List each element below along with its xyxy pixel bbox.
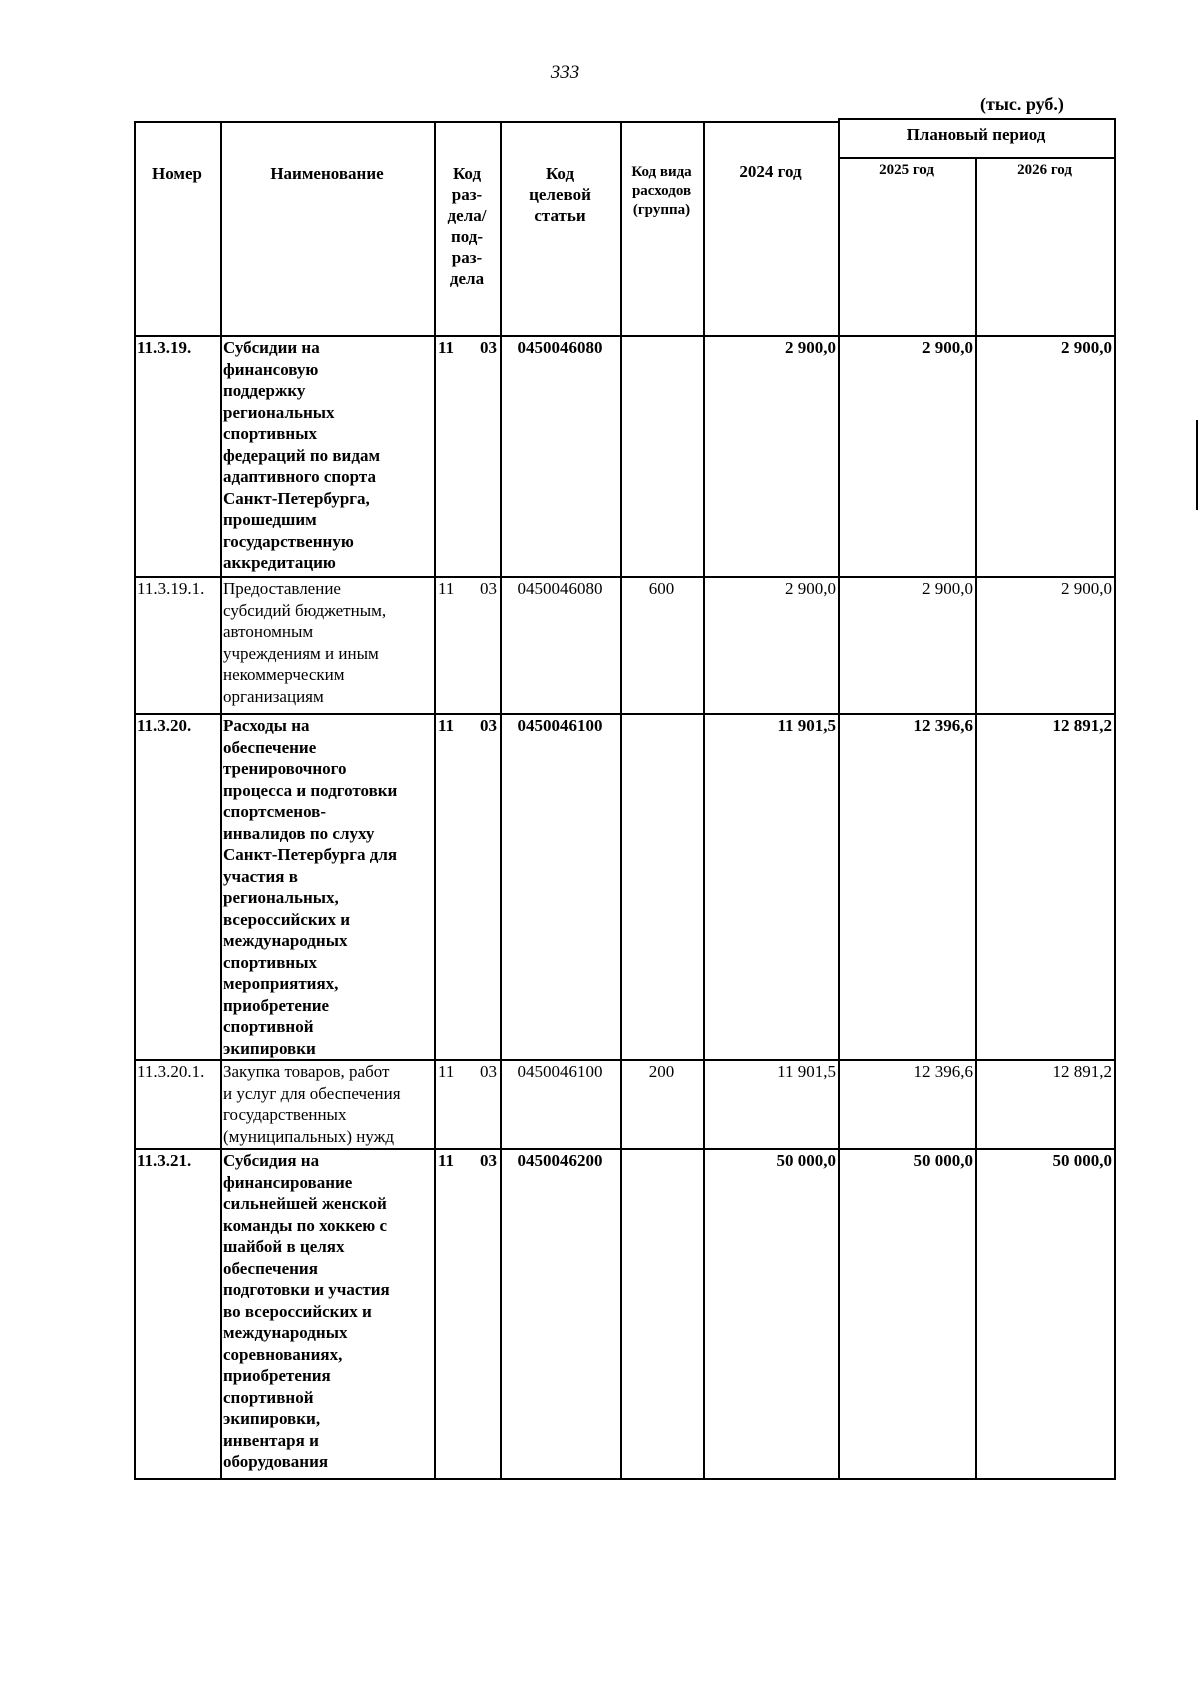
row-podrazdel: 03 bbox=[480, 1062, 497, 1081]
row-year-2024: 2 900,0 bbox=[785, 338, 836, 357]
row-naimenovanie-line: финансирование bbox=[223, 1172, 353, 1192]
row-kod-tselevoy: 0450046100 bbox=[517, 716, 603, 735]
row-year-2026: 2 900,0 bbox=[1061, 579, 1112, 598]
row-naimenovanie-line: Санкт-Петербурга для bbox=[223, 845, 398, 864]
row-kod-tselevoy: 0450046080 bbox=[517, 579, 603, 598]
header-year-2025: 2025 год bbox=[879, 162, 934, 178]
row-naimenovanie-line: некоммерческим bbox=[223, 665, 345, 684]
row-naimenovanie-line: региональных, bbox=[223, 888, 339, 907]
row-naimenovanie-line: тренировочного bbox=[223, 759, 347, 778]
units-label: (тыс. руб.) bbox=[980, 94, 1064, 114]
row-naimenovanie-line: и услуг для обеспечения bbox=[223, 1083, 401, 1103]
row-naimenovanie-line: аккредитацию bbox=[223, 553, 336, 572]
row-naimenovanie bbox=[220, 335, 434, 576]
row-year-2026: 50 000,0 bbox=[1052, 1151, 1112, 1170]
row-naimenovanie-line: подготовки и участия bbox=[223, 1280, 390, 1299]
row-naimenovanie-line: экипировки, bbox=[223, 1409, 321, 1428]
row-razdel: 11 bbox=[438, 1151, 455, 1170]
row-naimenovanie-line: финансовую bbox=[223, 359, 319, 379]
row-naimenovanie-line: прошедшим bbox=[223, 510, 317, 529]
row-naimenovanie-line: федераций по видам bbox=[223, 445, 381, 465]
row-year-2025: 2 900,0 bbox=[922, 338, 973, 357]
header-kod-vida-line: (группа) bbox=[632, 202, 691, 218]
table-vline bbox=[134, 121, 136, 1478]
row-naimenovanie-line: международных bbox=[223, 931, 348, 950]
table-hline bbox=[134, 1148, 1116, 1150]
row-naimenovanie-line: во всероссийских и bbox=[223, 1301, 372, 1321]
table-hline bbox=[134, 121, 838, 123]
row-naimenovanie-line: Расходы на bbox=[223, 716, 310, 735]
row-naimenovanie-line: шайбой в целях bbox=[223, 1237, 345, 1256]
page-number: 333 bbox=[550, 62, 580, 83]
row-year-2025: 12 396,6 bbox=[913, 1062, 973, 1081]
row-naimenovanie-line: команды по хоккею с bbox=[223, 1215, 388, 1235]
row-kod-vida bbox=[620, 713, 703, 1059]
table-vline bbox=[220, 121, 222, 1478]
row-kod-tselevoy: 0450046080 bbox=[517, 338, 603, 357]
row-kod-vida: 200 bbox=[648, 1062, 675, 1081]
row-kod-vida bbox=[620, 1148, 703, 1478]
row-naimenovanie-line: инвалидов по слуху bbox=[223, 823, 375, 843]
row-podrazdel: 03 bbox=[480, 1151, 497, 1170]
table-hline bbox=[134, 713, 1116, 715]
row-kod-razdela bbox=[434, 713, 500, 1059]
header-kod-tselevoy-line: Код bbox=[545, 164, 575, 183]
scan-artifact bbox=[1196, 420, 1198, 510]
row-naimenovanie-line: Субсидии на bbox=[223, 338, 320, 357]
row-naimenovanie-line: всероссийских и bbox=[223, 909, 351, 929]
header-planovy-period: Плановый период bbox=[906, 125, 1046, 144]
row-podrazdel: 03 bbox=[480, 716, 497, 735]
row-naimenovanie-line: экипировки bbox=[223, 1038, 316, 1058]
row-naimenovanie-line: спортивной bbox=[223, 1387, 314, 1407]
row-naimenovanie-line: международных bbox=[223, 1323, 348, 1342]
row-naimenovanie-line: Санкт-Петербурга, bbox=[223, 488, 370, 508]
row-year-2024: 11 901,5 bbox=[777, 1062, 836, 1081]
header-nomer: Номер bbox=[152, 164, 202, 183]
table-vline bbox=[838, 121, 840, 1478]
table-vline bbox=[838, 118, 840, 122]
header-kod-razdela-line: раз- bbox=[451, 185, 483, 204]
row-naimenovanie-line: адаптивного спорта bbox=[223, 467, 376, 486]
header-kod-tselevoy bbox=[500, 121, 620, 335]
row-year-2026: 12 891,2 bbox=[1052, 1062, 1112, 1081]
row-year-2025: 12 396,6 bbox=[913, 716, 973, 735]
header-year-2024: 2024 год bbox=[739, 162, 802, 181]
header-kod-razdela-line: Код bbox=[452, 164, 482, 183]
header-kod-razdela-line: под- bbox=[450, 227, 484, 246]
row-kod-razdela bbox=[434, 1059, 500, 1148]
table-hline bbox=[134, 335, 1116, 337]
table-hline bbox=[838, 118, 1114, 120]
row-razdel: 11 bbox=[438, 579, 455, 598]
row-naimenovanie-line: субсидий бюджетным, bbox=[223, 600, 387, 620]
table-vline bbox=[1114, 121, 1116, 1478]
header-kod-tselevoy-line: целевой bbox=[529, 185, 591, 204]
row-naimenovanie-line: приобретение bbox=[223, 995, 330, 1015]
row-razdel: 11 bbox=[438, 1062, 455, 1081]
header-kod-vida-line: расходов bbox=[631, 183, 692, 199]
row-naimenovanie-line: поддержку bbox=[223, 381, 306, 400]
row-naimenovanie-line: сильнейшей женской bbox=[223, 1194, 387, 1213]
header-kod-razdela-line: дела/ bbox=[447, 206, 487, 225]
table-vline bbox=[703, 121, 705, 1478]
row-naimenovanie-line: спортсменов- bbox=[223, 802, 327, 821]
row-kod-razdela bbox=[434, 1148, 500, 1478]
row-naimenovanie bbox=[220, 1148, 434, 1478]
row-naimenovanie-line: мероприятиях, bbox=[223, 974, 339, 993]
table-hline bbox=[838, 157, 1114, 159]
row-naimenovanie-line: процесса и подготовки bbox=[223, 780, 398, 800]
header-kod-vida-line: Код вида bbox=[631, 164, 692, 180]
row-year-2024: 2 900,0 bbox=[785, 579, 836, 598]
row-razdel: 11 bbox=[438, 716, 455, 735]
row-naimenovanie-line: обеспечение bbox=[223, 737, 317, 757]
row-naimenovanie bbox=[220, 576, 434, 713]
header-kod-tselevoy-line: статьи bbox=[534, 206, 586, 225]
row-kod-vida bbox=[620, 335, 703, 576]
row-razdel: 11 bbox=[438, 338, 455, 357]
row-podrazdel: 03 bbox=[480, 338, 497, 357]
header-kod-vida bbox=[620, 121, 703, 335]
row-naimenovanie-line: автономным bbox=[223, 622, 314, 641]
row-kod-tselevoy: 0450046200 bbox=[517, 1151, 603, 1170]
row-year-2026: 12 891,2 bbox=[1052, 716, 1112, 735]
row-naimenovanie-line: организациям bbox=[223, 686, 324, 706]
row-naimenovanie-line: соревнованиях, bbox=[223, 1344, 343, 1364]
row-naimenovanie-line: Закупка товаров, работ bbox=[223, 1062, 390, 1081]
row-naimenovanie-line: учреждениям и иным bbox=[223, 643, 379, 663]
row-naimenovanie-line: государственную bbox=[223, 531, 354, 551]
row-kod-razdela bbox=[434, 335, 500, 576]
table-hline bbox=[134, 1059, 1116, 1061]
table-hline bbox=[134, 576, 1116, 578]
row-year-2026: 2 900,0 bbox=[1061, 338, 1112, 357]
header-kod-razdela bbox=[434, 121, 500, 335]
row-naimenovanie-line: спортивных bbox=[223, 424, 317, 443]
row-nomer: 11.3.19. bbox=[137, 338, 192, 357]
row-naimenovanie-line: государственных bbox=[223, 1105, 347, 1124]
row-naimenovanie bbox=[220, 1059, 434, 1148]
row-nomer: 11.3.20.1. bbox=[137, 1062, 205, 1081]
row-kod-razdela bbox=[434, 576, 500, 713]
row-naimenovanie-line: участия в bbox=[223, 866, 298, 886]
row-naimenovanie-line: оборудования bbox=[223, 1452, 329, 1471]
row-naimenovanie-line: региональных bbox=[223, 402, 335, 422]
row-naimenovanie-line: спортивных bbox=[223, 952, 317, 972]
table-vline bbox=[1114, 118, 1116, 122]
row-naimenovanie-line: обеспечения bbox=[223, 1258, 318, 1278]
header-year-2026: 2026 год bbox=[1017, 162, 1072, 178]
row-year-2024: 11 901,5 bbox=[777, 716, 836, 735]
table-vline bbox=[500, 121, 502, 1478]
table-vline bbox=[620, 121, 622, 1478]
row-naimenovanie-line: спортивной bbox=[223, 1017, 314, 1036]
header-kod-razdela-line: раз- bbox=[451, 248, 483, 267]
row-naimenovanie-line: Предоставление bbox=[223, 579, 341, 598]
row-kod-tselevoy: 0450046100 bbox=[517, 1062, 603, 1081]
row-kod-vida: 600 bbox=[648, 579, 675, 598]
row-naimenovanie-line: Субсидия на bbox=[223, 1151, 320, 1170]
header-kod-razdela-line: дела bbox=[449, 269, 485, 288]
row-year-2024: 50 000,0 bbox=[776, 1151, 836, 1170]
header-naimenovanie: Наименование bbox=[270, 164, 384, 183]
table-vline bbox=[975, 157, 977, 1478]
table-hline bbox=[134, 1478, 1116, 1480]
row-naimenovanie-line: (муниципальных) нужд bbox=[223, 1126, 395, 1146]
row-nomer: 11.3.20. bbox=[137, 716, 192, 735]
table-vline bbox=[434, 121, 436, 1478]
row-podrazdel: 03 bbox=[480, 579, 497, 598]
row-nomer: 11.3.19.1. bbox=[137, 579, 205, 598]
row-naimenovanie-line: инвентаря и bbox=[223, 1430, 319, 1450]
row-year-2025: 2 900,0 bbox=[922, 579, 973, 598]
row-nomer: 11.3.21. bbox=[137, 1151, 192, 1170]
row-naimenovanie bbox=[220, 713, 434, 1059]
row-naimenovanie-line: приобретения bbox=[223, 1366, 331, 1385]
row-year-2025: 50 000,0 bbox=[913, 1151, 973, 1170]
